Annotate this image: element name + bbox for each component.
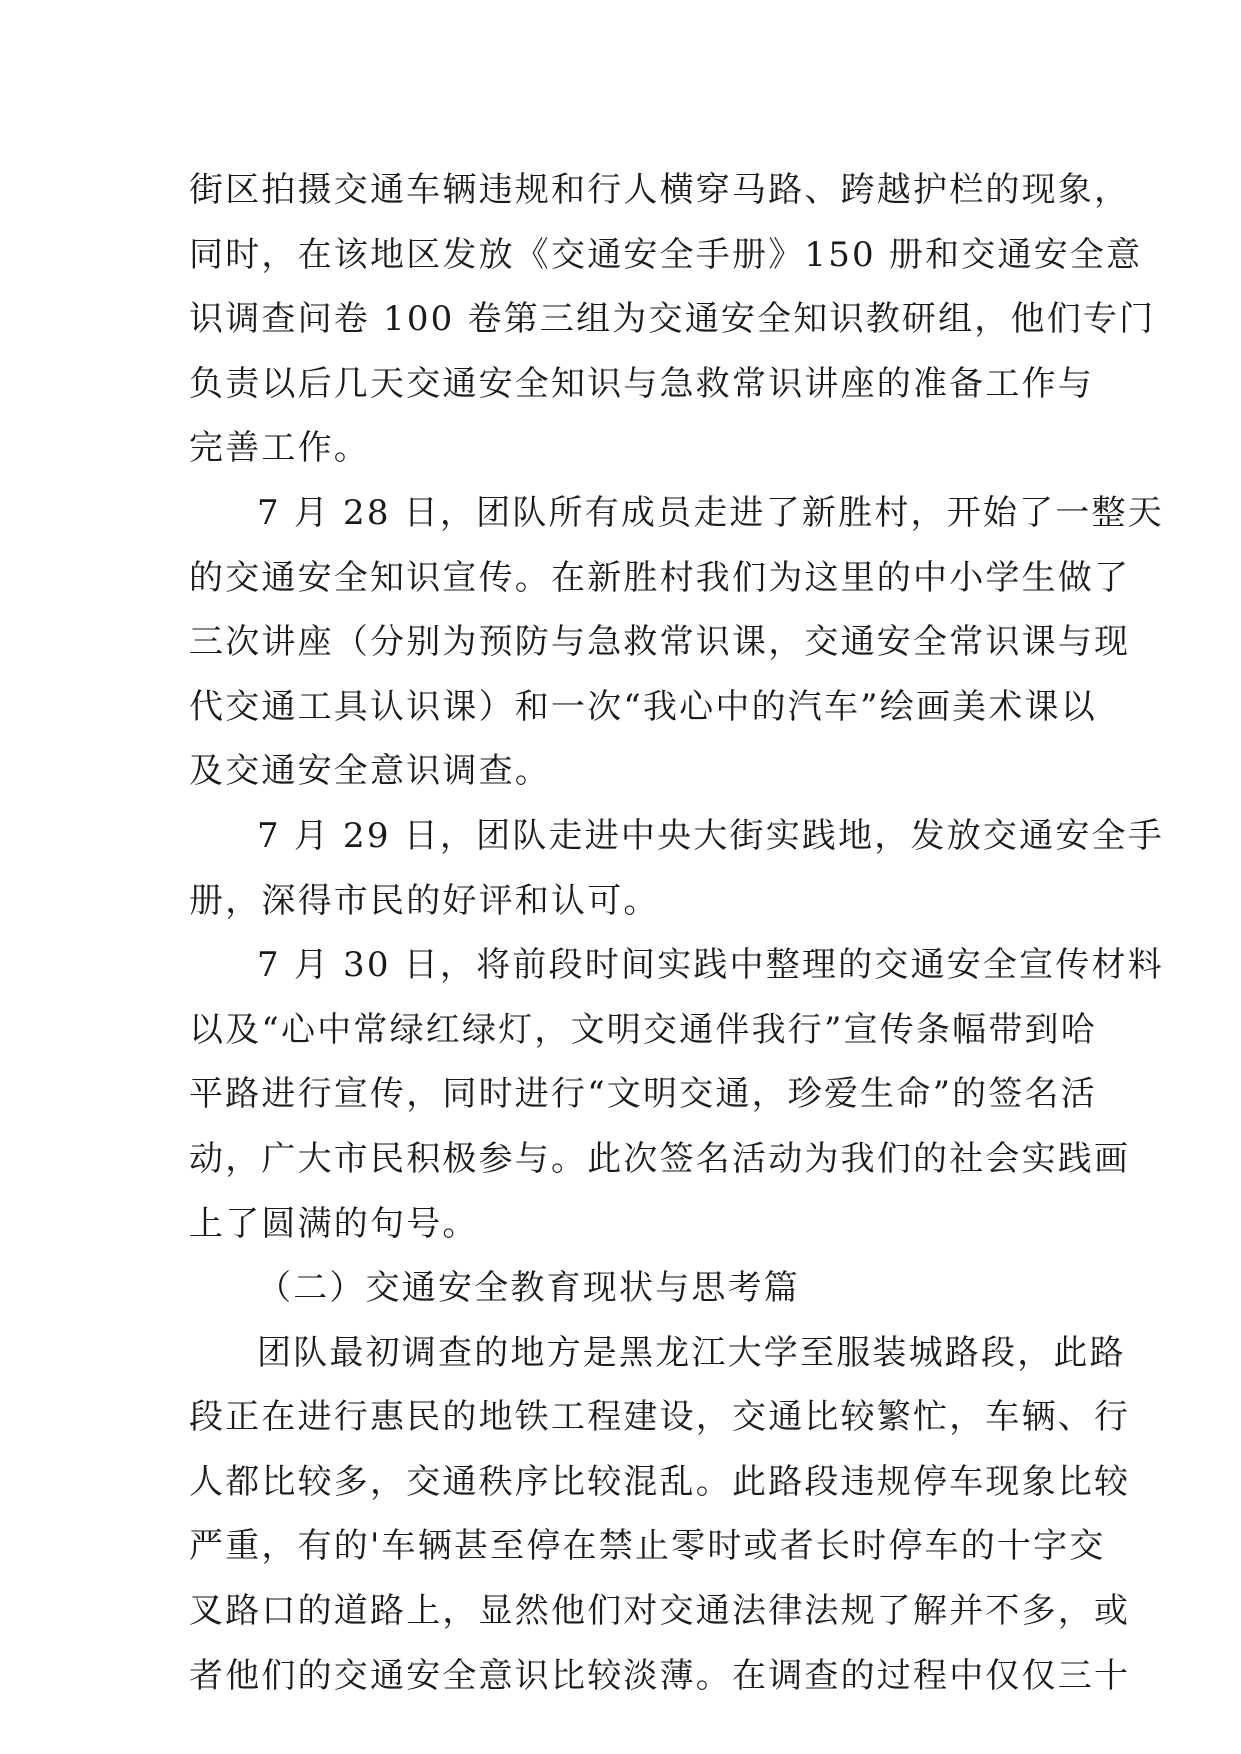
paragraph-start-line: 7 月 28 日，团队所有成员走进了新胜村，开始了一整天: [257, 492, 1164, 533]
text-line: 识调查问卷 100 卷第三组为交通安全知识教研组，他们专门: [189, 299, 1156, 340]
text-line: 街区拍摄交通车辆违规和行人横穿马路、跨越护栏的现象，: [189, 170, 1131, 210]
text-line: 段正在进行惠民的地铁工程建设，交通比较繁忙，车辆、行: [189, 1397, 1131, 1438]
text-line: 上了圆满的句号。: [189, 1203, 479, 1244]
text-line: 的交通安全知识宣传。在新胜村我们为这里的中小学生做了: [189, 557, 1131, 598]
text-line: 人都比较多，交通秩序比较混乱。此路段违规停车现象比较: [189, 1461, 1131, 1502]
section-heading: （二）交通安全教育现状与思考篇: [257, 1268, 800, 1309]
text-line: 平路进行宣传，同时进行“文明交通，珍爱生命”的签名活: [189, 1074, 1097, 1115]
paragraph-start-line: 团队最初调查的地方是黑龙江大学至服装城路段，此路: [257, 1332, 1126, 1373]
text-line: 以及“心中常绿红绿灯，文明交通伴我行”宣传条幅带到哈: [189, 1009, 1097, 1050]
text-line: 册，深得市民的好评和认可。: [189, 880, 660, 921]
text-line: 完善工作。: [189, 428, 370, 469]
text-line: 三次讲座（分别为预防与急救常识课，交通安全常识课与现: [189, 622, 1131, 663]
text-line: 者他们的交通安全意识比较淡薄。在调查的过程中仅仅三十: [189, 1655, 1131, 1696]
text-line: 严重，有的'车辆甚至停在禁止零时或者长时停车的十字交: [189, 1526, 1106, 1567]
text-line: 负责以后几天交通安全知识与急救常识讲座的准备工作与: [189, 363, 1094, 404]
text-line: 同时，在该地区发放《交通安全手册》150 册和交通安全意: [189, 234, 1143, 275]
paragraph-start-line: 7 月 30 日，将前段时间实践中整理的交通安全宣传材料: [257, 945, 1164, 986]
paragraph-start-line: 7 月 29 日，团队走进中央大街实践地，发放交通安全手: [257, 815, 1164, 856]
text-line: 代交通工具认识课）和一次“我心中的汽车”绘画美术课以: [189, 686, 1097, 727]
text-line: 叉路口的道路上，显然他们对交通法律法规了解并不多，或: [189, 1591, 1131, 1632]
body-text: [189, 158, 1164, 1708]
text-line: 及交通安全意识调查。: [189, 751, 551, 792]
text-line: 动，广大市民积极参与。此次签名活动为我们的社会实践画: [189, 1138, 1131, 1179]
